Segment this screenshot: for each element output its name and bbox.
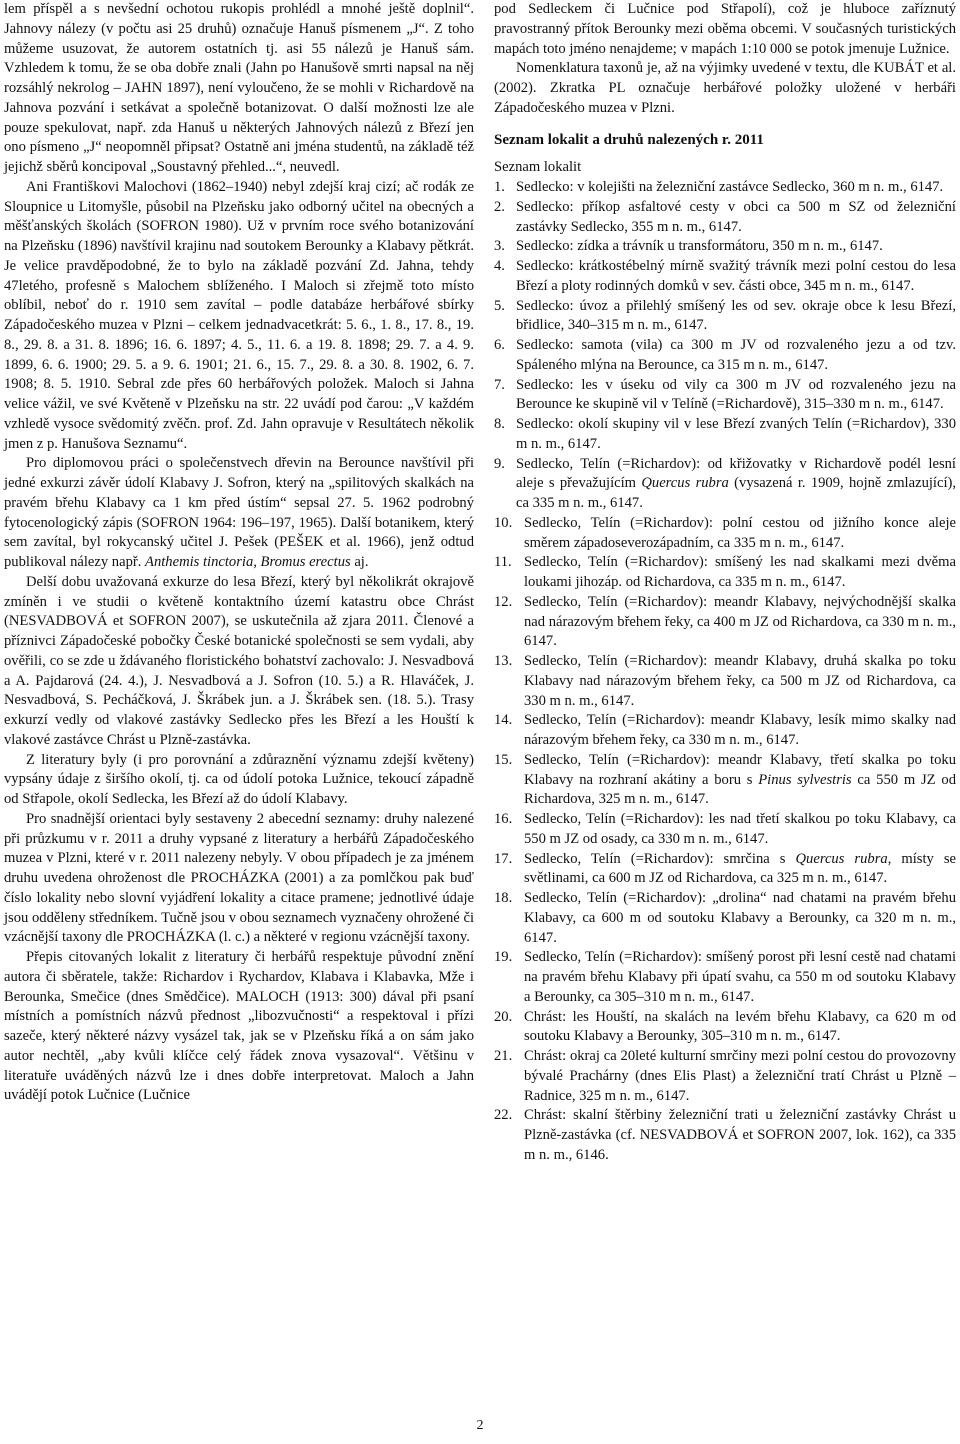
list-item-text: Sedlecko, Telín (=Richardov): meandr Klabavy, lesík mimo skalky nad nárazovým břehem řeky, ca 330 m n. m., 6147. <box>524 712 956 748</box>
paragraph-maloch: Ani Františkovi Malochovi (1862–1940) nebyl zdejší kraj cizí; ač rodák ze Sloupnice u Litomyšle, působil na Plzeňsku jako odborný učitel na obecných a měšťanských školách (SOFRON 1980). Už v prvním roce svého botanizování na Plzeňsku (1896) navštívil krajinu nad soutokem Berounky a Klabavy pětkrát. Je velice pravděpodobné, že to bylo na základě pozvání Zd. Jahna, tehdy 47letého, profesně s Malochem sblíženého. I Maloch si zřejmě toto místo oblíbil, neboť do r. 1910 sem zavítal – podle databáze herbářové sbírky Západočeského muzea v Plzni – celkem jednadvacetkrát: 5. 6., 1. 8., 17. 8., 19. 8., 29. 8. a 31. 8. 1896; 16. 6. 1897; 4. 5., 11. 6. a 19. 8. 1898; 29. 7. a 4. 9. 1899, 6. 6. 1900; 29. 5. a 9. 6. 1901; 21. 6., 15. 7., 29. 8. a 30. 8. 1902, 6. 7. 1908; 8. 5. 1910. Sebral zde přes 60 herbářových položek. Maloch si Jahna velice vážil, ve své Květeně v Plzeňsku na str. 22 uvádí pod čarou: „V každém vzhledě vysoce svědomitý zvěčn. prof. Zd. Jahn opravuje v Resultátech několik jmen z p. Hanušova Seznamu“. <box>4 178 474 452</box>
list-item-text: Chrást: skalní štěrbiny železniční trati u železniční zastávky Chrást u Plzně-zastávka (cf. NESVADBOVÁ et SOFRON 2007, lok. 162), ca 335 m n. m., 6146. <box>524 1107 956 1163</box>
right-column <box>494 0 956 1166</box>
list-item <box>494 376 956 416</box>
list-item-number: 8. <box>494 416 505 432</box>
list-item-text: Sedlecko, Telín (=Richardov): meandr Klabavy, třetí skalka po toku Klabavy na rozhraní akátiny a boru s <box>524 751 956 788</box>
left-column <box>4 0 474 1106</box>
list-item-number: 17. <box>494 850 513 867</box>
list-item-number: 5. <box>494 297 505 314</box>
list-item-number: 4. <box>494 258 505 274</box>
list-item <box>494 1106 956 1165</box>
list-item-text: Sedlecko: v kolejišti na železniční zastávce Sedlecko, 360 m n. m., 6147. <box>516 179 944 195</box>
paragraph-sofron-text: Pro diplomovou práci o společenstvech dřevin na Berounce navštívil při jedné exkurzi závěr údolí Klabavy J. Sofron, který na „spilitových skalkách na pravém břehu Klabavy ca 1 km před ústím“ sepsal 27. 5. 1962 podrobný fytocenologický zápis (SOFRON 1964: 196–197, 1965). Další botanikem, který sem zavítal, byl rokycanský učitel J. Pešek (PEŠEK et al. 1966), jenž odtud publikoval nálezy např. <box>4 455 474 570</box>
list-item <box>494 257 956 297</box>
list-item-tail: (vysazená r. 1909, hojně zmlazující), ca 335 m n. m., 6147. <box>516 475 957 511</box>
list-item <box>494 850 956 890</box>
list-item-text: Sedlecko, Telín (=Richardov): smíšený porost při lesní cestě nad chatami na pravém břehu Klabavy při úpatí svahu, ca 550 m od soutoku Klabavy a Berounky, ca 305–310 m n. m., 6147. <box>524 949 956 1005</box>
list-item-number: 13. <box>494 653 513 669</box>
paragraph-sofron-tail: aj. <box>350 554 369 570</box>
paragraph-lists: Pro snadnější orientaci byly sestaveny 2 abecední seznamy: druhy nalezené při průzkumu v r. 2011 a druhy vypsané z literatury a herbářů Západočeského muzea v Plzni, které v r. 2011 nalezeny nebyly. V obou případech je za jménem druhu uvedena ohroženost dle PROCHÁZKA (2001) a za pomlčkou pak buď číslo lokality nebo slovní vyjádření lokality a citace pramene; jednotlivé údaje jsou odděleny středníkem. Tučně jsou v obou seznamech vyznačeny ohrožené či vzácnější taxony dle PROCHÁZKA (l. c.) a některé v regionu vzácnější taxony. <box>4 810 474 946</box>
species-italic: Quercus rubra <box>795 850 888 867</box>
list-item-number: 16. <box>494 811 513 827</box>
list-item-text: Sedlecko, Telín (=Richardov): les nad třetí skalkou po toku Klabavy, ca 550 m JZ od osady, ca 330 m n. m., 6147. <box>524 811 956 847</box>
list-item-text: Sedlecko, Telín (=Richardov): od křižovatky v Richardově podél lesní aleje s převažujícím <box>516 455 956 492</box>
paragraph-luznice: pod Sedleckem či Lučnice pod Střapolí), což je hluboce zaříznutý pravostranný přítok Berounky mezi oběma obcemi. V současných turistických mapách toto jméno nenajdeme; v mapách 1:10 000 se potok jmenuje Lužnice. <box>494 1 956 57</box>
list-item <box>494 198 956 238</box>
list-item-number: 14. <box>494 712 513 729</box>
list-item-text: Sedlecko: zídka a trávník u transformátoru, 350 m n. m., 6147. <box>516 238 883 255</box>
list-item <box>494 415 956 455</box>
list-item-text: Chrást: les Houští, na skalách na levém břehu Klabavy, ca 620 m od soutoku Klabavy a Berounky, 305–310 m n. m., 6147. <box>524 1008 956 1045</box>
paragraph-nomenclature: Nomenklatura taxonů je, až na výjimky uvedené v textu, dle KUBÁT et al. (2002). Zkratka PL označuje herbářové položky uložené v herbáři Západočeského muzea v Plzni. <box>494 60 956 116</box>
list-item <box>494 593 956 652</box>
list-item <box>494 1008 956 1048</box>
list-item-number: 19. <box>494 949 513 966</box>
list-item-number: 1. <box>494 179 505 195</box>
locality-list <box>494 178 956 1166</box>
list-item-text: Sedlecko: krátkostébelný mírně svažitý trávník mezi polní cestou do lesa Březí a ploty rodinných domků v sev. části obce, 345 m n. m., 6147. <box>516 258 956 294</box>
list-item <box>494 948 956 1007</box>
list-item-text: Sedlecko: samota (vila) ca 300 m JV od rozvaleného jezu a od tzv. Spáleného mlýna na Berounce, ca 315 m n. m., 6147. <box>516 337 956 373</box>
list-item-number: 11. <box>494 554 512 571</box>
paragraph-transcription: Přepis citovaných lokalit z literatury či herbářů respektuje původní znění autora či sběratele, takže: Richardov i Rychardov, Klabava i Klabavka, Mže i Berounka, Smečice (dnes Smědčice). MALOCH (1913: 300) dával při psaní místních a pomístních názvů přednost „libozvučnosti“ a respektoval i přízi sazeče, který některé názvy vysázel tak, jak se v Plzeňsku říká a on sám jako autor nechtěl, „aby kvůli klíčce celý řádek znova vysazoval“. Většinu v literatuře uváděných názvů lze i dnes dobře interpretovat. Maloch a Jahn uvádějí potok Lučnice (Lučnice <box>4 949 474 1104</box>
species-italic: Anthemis tinctoria, Bromus erectus <box>145 554 351 570</box>
list-item-number: 15. <box>494 751 513 768</box>
list-item <box>494 178 956 198</box>
list-item-text: Sedlecko, Telín (=Richardov): meandr Klabavy, druhá skalka po toku Klabavy nad nárazovým břehem řeky, ca 500 m JZ od Richardova, ca 330 m n. m., 6147. <box>524 653 956 709</box>
list-item <box>494 1047 956 1106</box>
list-item-text: Sedlecko, Telín (=Richardov): „drolina“ nad chatami na pravém břehu Klabavy, ca 600 m od soutoku Klabavy a Berounky, ca 320 m n. m., 6147. <box>524 890 956 946</box>
list-subheading: Seznam lokalit <box>494 159 582 176</box>
list-item-number: 3. <box>494 238 505 255</box>
species-italic: Pinus sylvestris <box>758 771 852 788</box>
list-item-text: Sedlecko, Telín (=Richardov): smrčina s <box>524 850 796 867</box>
list-item-number: 22. <box>494 1107 513 1124</box>
section-heading: Seznam lokalit a druhů nalezených r. 2011 <box>494 131 764 148</box>
list-item-text: Sedlecko: úvoz a přilehlý smíšený les od sev. okraje obce k lesu Březí, břidlice, 340–315 m n. m., 6147. <box>516 297 956 334</box>
list-item <box>494 514 956 554</box>
list-item <box>494 711 956 751</box>
list-item <box>494 297 956 337</box>
list-item-number: 10. <box>494 514 513 531</box>
list-item-tail: , místy se světlinami, ca 600 m JZ od Richardova, ca 325 m n. m., 6147. <box>524 850 956 887</box>
paragraph-hanus: lem příspěl a s nevšední ochotou rukopis prohlédl a mnohé ještě doplnil“. Jahnovy nálezy (v počtu asi 25 druhů) označuje Hanuš písmenem „J“. Z toho můžeme usuzovat, že autorem ostatních tj. asi 55 nálezů je Hanuš sám. Vzhledem k tomu, že se oba dobře znali (Jahn po Hanušově smrti napsal na něj rozsáhlý nekrolog – JAHN 1897), není vyloučeno, že se mohli v Richardově na Jahnova pozvání i setkávat a společně botanizovat. O další možnosti lze ale pouze spekulovat, např. zda Hanuš u některých Jahnových nálezů z Březí jen ono písmeno „J“ neopomněl připsat? Ostatně ani jména studentů, na základě též jejichž sběrů koncipoval „Soustavný přehled...“, neuvedl. <box>4 1 474 175</box>
list-item <box>494 652 956 711</box>
list-item-number: 12. <box>494 593 513 610</box>
paragraph-literature: Z literatury byly (i pro porovnání a zdůraznění významu zdejší květeny) vypsány údaje z širšího okolí, tj. ca od údolí potoka Lužnice, tekoucí západně od Střapole, okolí Sedlecka, les Březí až do údolí Klabavy. <box>4 751 474 807</box>
list-item <box>494 553 956 593</box>
list-item-number: 18. <box>494 890 513 906</box>
list-item-text: Sedlecko, Telín (=Richardov): polní cestou od jižního konce aleje směrem západoseverozápadním, ca 335 m n. m., 6147. <box>524 514 956 551</box>
list-item-text: Sedlecko: příkop asfaltové cesty v obci ca 500 m SZ od železniční zastávky Sedlecko, 355 m n. m., 6147. <box>516 198 956 235</box>
list-item-text: Sedlecko, Telín (=Richardov): smíšený les nad skalkami mezi dvěma loukami jihozáp. od Richardova, ca 335 m n. m., 6147. <box>524 554 956 590</box>
list-item-text: Chrást: okraj ca 20leté kulturní smrčiny mezi polní cestou do provozovny bývalé Prachárny (dnes Elis Plast) a železniční tratí Chrást u Plzně – Radnice, 325 m n. m., 6147. <box>524 1048 956 1104</box>
list-item-text: Sedlecko: okolí skupiny vil v lese Březí zvaných Telín (=Richardov), 330 m n. m., 6147. <box>516 416 956 452</box>
list-item <box>494 336 956 376</box>
list-item-number: 2. <box>494 198 505 215</box>
list-item <box>494 889 956 948</box>
list-item-text: Sedlecko: les v úseku od vily ca 300 m JV od rozvaleného jezu na Berounce ke skupině vil v Telíně (=Richardově), 315–330 m n. m., 6147. <box>516 376 956 413</box>
species-italic: Quercus rubra <box>641 475 729 492</box>
paragraph-excursion: Delší dobu uvažovaná exkurze do lesa Březí, který byl několikrát okrajově zmíněn i ve studii o květeně kontaktního území katastru obce Chrást (NESVADBOVÁ et SOFRON 2007), se uskutečnila až zjara 2011. Členové a příznivci Západočeské pobočky České botanické společnosti se sem vydali, aby ověřili, co se zde u ždávaného floristického bohatství zachovalo: J. Nesvadbová a A. Pajdarová (24. 4.), J. Nesvadbová a J. Sofron (10. 5.) a R. Hlaváček, J. Nesvadbová, S. Pecháčková, J. Škrábek jun. a J. Škrábek sen. (18. 5.). Trasy exkurzí vedly od vlakové zastávky Sedlecko přes les Březí a les Houští k vlakové zastávce Chrást u Plzně-zastávka. <box>4 573 474 748</box>
list-item-number: 9. <box>494 455 505 472</box>
list-item-number: 6. <box>494 337 505 353</box>
list-item-text: Sedlecko, Telín (=Richardov): meandr Klabavy, nejvýchodnější skalka nad nárazovým břehem řeky, ca 400 m JZ od Richardova, ca 330 m n. m., 6147. <box>524 593 956 650</box>
list-item-tail: ca 550 m JZ od Richardova, 325 m n. m., 6147. <box>524 771 956 808</box>
list-item-number: 7. <box>494 376 505 393</box>
list-item <box>494 455 956 514</box>
list-item <box>494 751 956 810</box>
list-item-number: 20. <box>494 1008 513 1025</box>
list-item <box>494 810 956 850</box>
paragraph-sofron <box>4 454 474 573</box>
list-item <box>494 237 956 257</box>
page-number: 2 <box>476 1418 484 1433</box>
list-item-number: 21. <box>494 1048 513 1064</box>
